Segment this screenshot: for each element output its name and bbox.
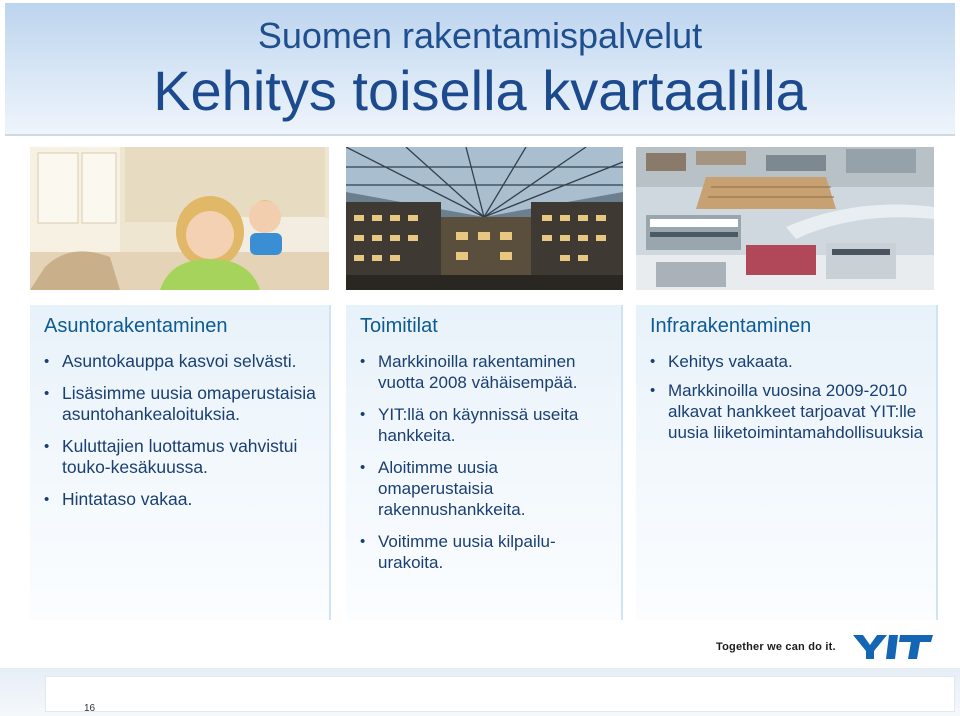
- company-slogan: Together we can do it.: [716, 641, 836, 653]
- list-item: • Asuntokauppa kasvoi selvästi.: [44, 351, 317, 372]
- panel-asuntorakentaminen: [30, 305, 331, 620]
- bullet-list: [360, 351, 609, 573]
- woman-and-child-photo: [30, 147, 329, 290]
- list-item: • Lisäsimme uusia omaperustaisia asuntohankealoituksia.: [44, 383, 317, 425]
- panel-toimitilat: [346, 305, 623, 620]
- list-item: • Aloitimme uusia omaperustaisia rakennushankkeita.: [360, 457, 609, 520]
- slide-subtitle: Suomen rakentamispalvelut: [257, 15, 703, 56]
- page-number: 16: [84, 703, 96, 714]
- bullet-list: [44, 351, 317, 510]
- slide-header: [5, 3, 955, 136]
- list-item: • Hintataso vakaa.: [44, 489, 317, 510]
- list-item: • Markkinoilla rakentaminen vuotta 2008 vähäisempää.: [360, 351, 609, 393]
- footer-band: [45, 676, 955, 712]
- yit-logo: [853, 633, 933, 661]
- panel-heading: Infrarakentaminen: [650, 315, 812, 337]
- glass-atrium-photo: [346, 147, 623, 290]
- panel-heading: Asuntorakentaminen: [44, 315, 228, 337]
- list-item: • Kuluttajien luottamus vahvistui touko-kesäkuussa.: [44, 436, 317, 478]
- panel-heading: Toimitilat: [360, 315, 438, 337]
- slide-title: Kehitys toisella kvartaalilla: [153, 59, 807, 122]
- list-item: • Kehitys vakaata.: [650, 351, 924, 372]
- list-item: • Markkinoilla vuosina 2009-2010 alkavat hankkeet tarjoavat YIT:lle uusia liiketoimintamahdollisuuksia: [650, 380, 924, 443]
- infrastructure-construction-photo: [636, 147, 934, 290]
- list-item: • Voitimme uusia kilpailu-urakoita.: [360, 531, 609, 573]
- panel-infrarakentaminen: [636, 305, 938, 620]
- footer-strip: [0, 668, 960, 716]
- bullet-list: [650, 351, 924, 443]
- list-item: • YIT:llä on käynnissä useita hankkeita.: [360, 404, 609, 446]
